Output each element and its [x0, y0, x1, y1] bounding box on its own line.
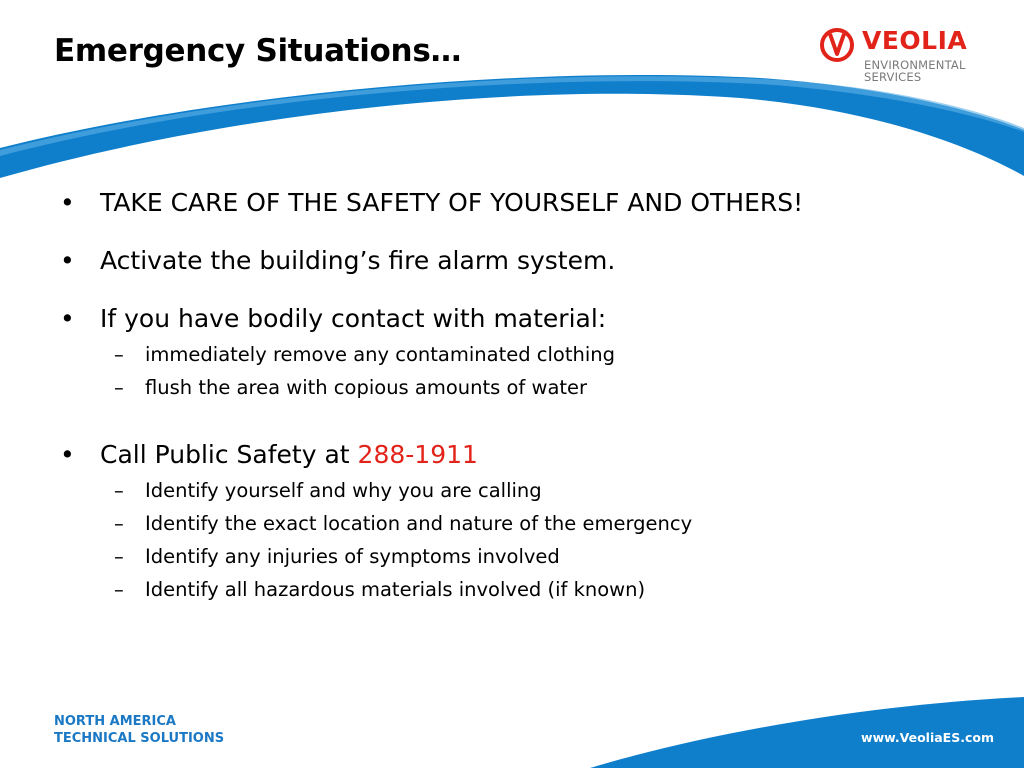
veolia-logo-icon — [818, 28, 856, 62]
sub-dash: – — [114, 343, 124, 366]
bullet-text: If you have bodily contact with material: — [100, 304, 607, 333]
sub-dash: – — [114, 545, 124, 568]
bullet-dot: • — [60, 246, 75, 275]
bullet-dot: • — [60, 304, 75, 333]
footer-line-2: TECHNICAL SOLUTIONS — [54, 731, 225, 746]
sub-dash: – — [114, 376, 124, 399]
sub-item — [60, 573, 980, 606]
bullet-item — [60, 244, 980, 278]
sub-list — [60, 338, 980, 404]
logo-wordmark: VEOLIA — [862, 26, 968, 55]
sub-item — [60, 540, 980, 573]
footer-division-label — [54, 713, 224, 747]
footer-website-url: www.VeoliaES.com — [861, 730, 994, 745]
bullet-item — [60, 438, 980, 472]
slide-title: Emergency Situations… — [54, 33, 462, 69]
sub-item — [60, 371, 980, 404]
sub-dash: – — [114, 479, 124, 502]
sub-dash: – — [114, 578, 124, 601]
logo-subtitle-line2: SERVICES — [864, 70, 922, 84]
sub-item-text: Identify the exact location and nature of the emergency — [145, 512, 693, 535]
sub-item-text: Identify yourself and why you are calling — [145, 479, 542, 502]
sub-dash: – — [114, 512, 124, 535]
sub-item-text: Identify any injuries of symptoms involved — [145, 545, 560, 568]
sub-item-text: Identify all hazardous materials involved (if known) — [145, 578, 646, 601]
logo-subtitle-line1: ENVIRONMENTAL — [864, 58, 966, 72]
bullet-item — [60, 186, 980, 220]
sub-list — [60, 474, 980, 606]
bullet-dot: • — [60, 188, 75, 217]
bullet-text: Call Public Safety at — [100, 440, 358, 469]
footer-line-1: NORTH AMERICA — [54, 714, 176, 729]
sub-item — [60, 338, 980, 371]
veolia-logo — [818, 24, 998, 86]
sub-item — [60, 474, 980, 507]
slide-body — [60, 186, 980, 606]
phone-number: 288-1911 — [357, 440, 478, 469]
bullet-item — [60, 302, 980, 336]
bullet-text: TAKE CARE OF THE SAFETY OF YOURSELF AND OTHERS! — [100, 188, 804, 217]
sub-item-text: flush the area with copious amounts of water — [145, 376, 588, 399]
bullet-text: Activate the building’s fire alarm system. — [100, 246, 616, 275]
bullet-dot: • — [60, 440, 75, 469]
sub-item-text: immediately remove any contaminated clothing — [145, 343, 616, 366]
sub-item — [60, 507, 980, 540]
